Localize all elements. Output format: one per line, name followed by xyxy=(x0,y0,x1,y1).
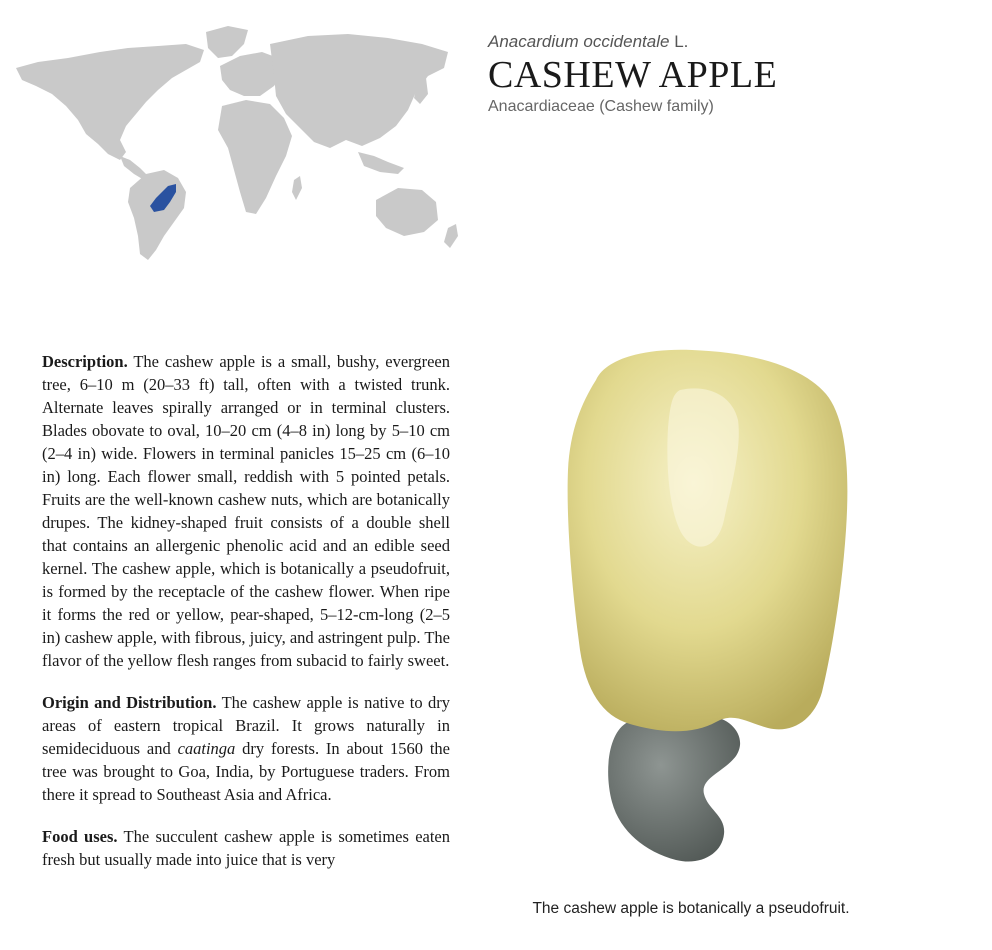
map-madagascar xyxy=(292,176,302,200)
map-north-america xyxy=(16,44,204,160)
article-body xyxy=(42,350,450,890)
map-greenland xyxy=(206,26,248,58)
description-paragraph xyxy=(42,350,450,672)
plant-family: Anacardiaceae (Cashew family) xyxy=(488,98,714,115)
map-new-zealand xyxy=(444,224,458,248)
world-distribution-map xyxy=(8,22,464,262)
author-abbreviation: L. xyxy=(674,32,689,51)
map-south-america xyxy=(128,170,186,260)
section-heading: Food uses. xyxy=(42,827,118,846)
map-africa xyxy=(218,100,292,214)
section-body: The succulent cashew apple is sometimes eaten fresh but usually made into juice that is very xyxy=(42,827,451,869)
section-body: dry forests. In about 1560 the tree was brought to Goa, India, by Portuguese traders. From there it spread to Southeast Asia and Africa. xyxy=(42,739,450,804)
map-australia xyxy=(376,188,438,236)
food-uses-paragraph xyxy=(42,825,450,871)
section-body: The cashew apple is a small, bushy, evergreen tree, 6–10 m (20–33 ft) tall, often with a twisted trunk. Alternate leaves spirally arranged or in terminal clusters. Blades obovate to oval, 10–20 cm (4–8 in) long by 5–10 cm (2–4 in) wide. Flowers in terminal panicles 15–25 cm (6–10 in) long. Each flower small, reddish with 5 pointed petals. Fruits are the well-known cashew nuts, which are botanically drupes. The kidney-shaped fruit consists of a double shell that contains an allergenic phenolic acid and an edible seed kernel. The cashew apple, which is botanically a pseudofruit, is formed by the receptacle of the cashew flower. When ripe it forms the red or yellow, pear-shaped, 5–12-cm-long (2–5 in) cashew apple, with fibrous, juicy, and astringent pulp. The flavor of the yellow flesh ranges from subacid to fairly sweet. xyxy=(42,352,450,670)
scientific-name: Anacardium occidentale xyxy=(488,32,670,51)
cashew-apple-photo xyxy=(510,320,872,885)
map-se-asia-islands xyxy=(358,152,404,174)
emphasized-term: caatinga xyxy=(177,739,236,758)
page-title: CASHEW APPLE xyxy=(488,54,778,96)
section-heading: Origin and Distribution. xyxy=(42,693,217,712)
scientific-name-line xyxy=(488,32,777,52)
origin-paragraph xyxy=(42,691,450,806)
section-heading: Description. xyxy=(42,352,128,371)
cashew-nut xyxy=(608,714,740,862)
section-body: The cashew apple is native to dry areas of eastern tropical Brazil. It grows naturally in semideciduous and xyxy=(42,693,451,758)
photo-caption: The cashew apple is botanically a pseudofruit. xyxy=(532,900,850,917)
page-header xyxy=(488,32,777,116)
